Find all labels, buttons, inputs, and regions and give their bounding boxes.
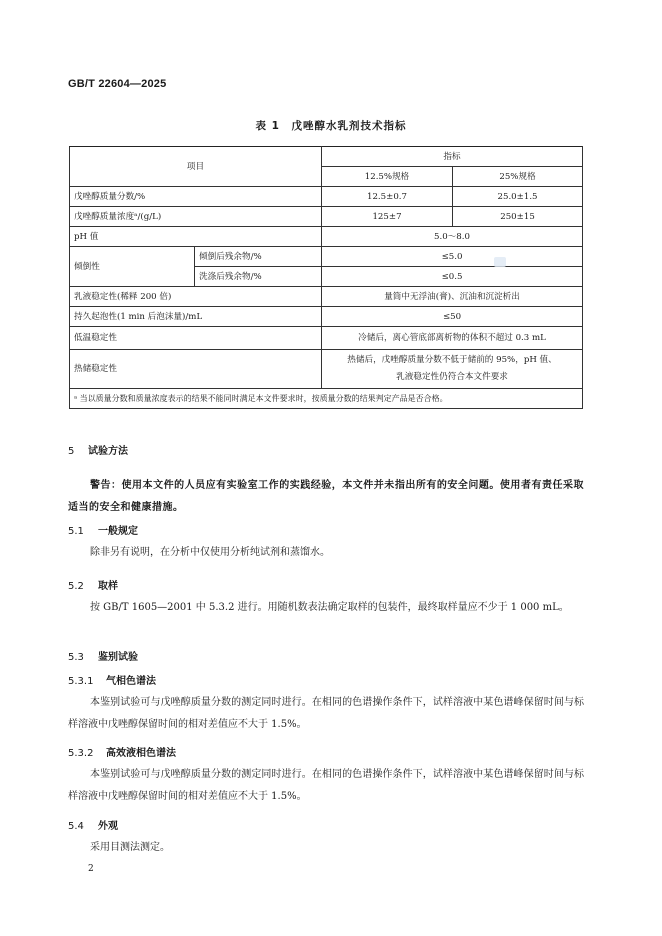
section-title: 外观 — [98, 821, 118, 832]
section-title: 气相色谱法 — [106, 676, 156, 687]
section-5-2-heading — [68, 577, 118, 592]
table-title: 表 1 戊唑醇水乳剂技术指标 — [255, 120, 407, 132]
section-number: 5.3 — [68, 652, 84, 663]
section-5-3-2-heading — [68, 744, 176, 759]
page-number: 2 — [88, 864, 94, 874]
section-title: 高效液相色谱法 — [106, 748, 176, 759]
table-row — [70, 207, 583, 227]
watermark-mark — [494, 257, 506, 267]
cell-value: ≤50 — [322, 307, 583, 327]
section-title: 鉴别试验 — [98, 652, 138, 663]
row-label: 戊唑醇质量分数/% — [70, 187, 322, 207]
row-label: 戊唑醇质量浓度ᵃ/(g/L) — [70, 207, 322, 227]
table-row — [70, 227, 583, 247]
cell-value: 量筒中无浮油(膏)、沉油和沉淀析出 — [322, 287, 583, 307]
standard-code: GB/T 22604—2025 — [68, 78, 167, 90]
table-row — [70, 307, 583, 327]
section-number: 5.3.1 — [68, 676, 94, 687]
cell-value: 25.0±1.5 — [453, 187, 583, 207]
header-col-25: 25%规格 — [453, 167, 583, 187]
cell-value — [322, 350, 583, 389]
spec-table — [69, 146, 583, 409]
section-5-3-1-heading — [68, 672, 156, 687]
row-label: pH 值 — [70, 227, 322, 247]
table-row — [70, 187, 583, 207]
warning-paragraph: 警告：使用本文件的人员应有实验室工作的实践经验，本文件并未指出所有的安全问题。使用者有责任采取适当的安全和健康措施。 — [68, 480, 584, 513]
row-label: 低温稳定性 — [70, 327, 322, 350]
section-title: 试验方法 — [88, 446, 128, 457]
row-sublabel: 倾倒后残余物/% — [195, 247, 322, 267]
section-number: 5.2 — [68, 581, 84, 592]
table-footnote: ᵃ 当以质量分数和质量浓度表示的结果不能同时满足本文件要求时，按质量分数的结果判定产品是否合格。 — [70, 389, 583, 409]
section-5-1-heading — [68, 522, 138, 537]
paragraph: 除非另有说明，在分析中仅使用分析纯试剂和蒸馏水。 — [90, 547, 330, 558]
cell-line: 乳液稳定性仍符合本文件要求 — [396, 372, 508, 382]
paragraph: 本鉴别试验可与戊唑醇质量分数的测定同时进行。在相同的色谱操作条件下，试样溶液中某色谱峰保留时间与标样溶液中戊唑醇保留时间的相对差值应不大于 1.5%。 — [68, 697, 584, 730]
cell-line: 热储后，戊唑醇质量分数不低于储前的 95%，pH 值、 — [347, 355, 557, 365]
row-sublabel: 洗涤后残余物/% — [195, 267, 322, 287]
cell-value: ≤5.0 — [322, 247, 583, 267]
section-number: 5.1 — [68, 526, 84, 537]
row-label: 倾倒性 — [70, 247, 195, 287]
row-label: 乳液稳定性(稀释 200 倍) — [70, 287, 322, 307]
section-5-heading — [68, 442, 128, 457]
row-label: 持久起泡性(1 min 后泡沫量)/mL — [70, 307, 322, 327]
cell-value: 5.0～8.0 — [322, 227, 583, 247]
cell-value: 125±7 — [322, 207, 453, 227]
section-number: 5.3.2 — [68, 748, 94, 759]
table-row — [70, 350, 583, 389]
paragraph: 本鉴别试验可与戊唑醇质量分数的测定同时进行。在相同的色谱操作条件下，试样溶液中某色谱峰保留时间与标样溶液中戊唑醇保留时间的相对差值应不大于 1.5%。 — [68, 769, 584, 802]
header-item: 项目 — [70, 147, 322, 187]
cell-value: 250±15 — [453, 207, 583, 227]
cell-value: 冷储后，离心管底部离析物的体积不超过 0.3 mL — [322, 327, 583, 350]
section-number: 5 — [68, 446, 75, 457]
header-index: 指标 — [322, 147, 583, 167]
section-5-4-heading — [68, 817, 118, 832]
section-5-3-heading — [68, 648, 138, 663]
section-title: 取样 — [98, 581, 118, 592]
section-number: 5.4 — [68, 821, 84, 832]
table-row — [70, 287, 583, 307]
paragraph: 采用目测法测定。 — [90, 842, 170, 853]
table-row — [70, 327, 583, 350]
section-title: 一般规定 — [98, 526, 138, 537]
cell-value: 12.5±0.7 — [322, 187, 453, 207]
cell-value: ≤0.5 — [322, 267, 583, 287]
header-col-12-5: 12.5%规格 — [322, 167, 453, 187]
paragraph: 按 GB/T 1605—2001 中 5.3.2 进行。用随机数表法确定取样的包装件，最终取样量应不少于 1 000 mL。 — [90, 602, 569, 613]
row-label: 热储稳定性 — [70, 350, 322, 389]
